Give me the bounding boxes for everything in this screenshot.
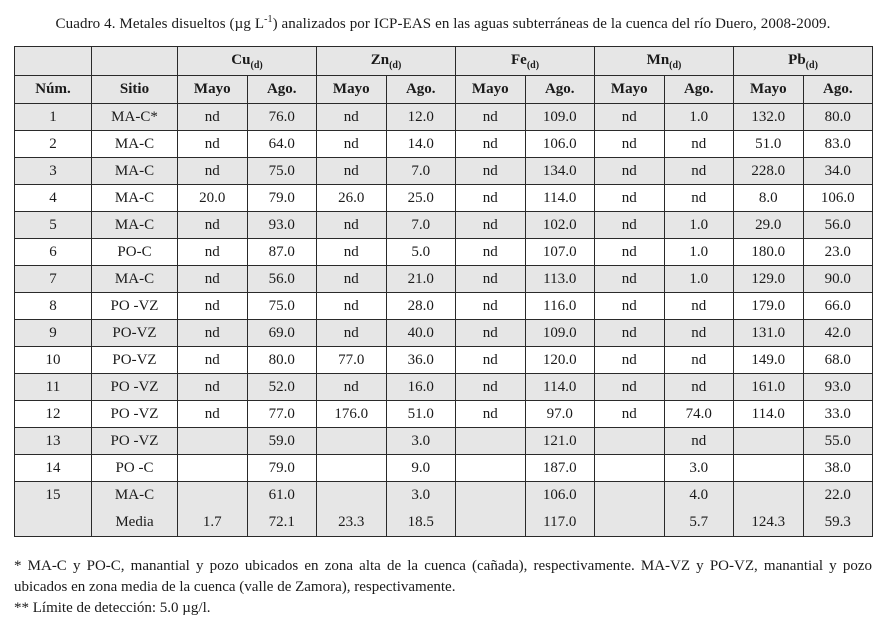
cell-value: nd xyxy=(595,347,665,374)
cell-value: nd xyxy=(317,374,387,401)
group-header-fe: $Fe_{(d)}$ xyxy=(456,47,595,76)
cell-value: 93.0 xyxy=(247,212,317,239)
cell-value xyxy=(525,482,595,537)
group-header-cu: $Cu_{(d)}$ xyxy=(178,47,317,76)
cell-num: 8 xyxy=(15,293,92,320)
cell-value: 90.0 xyxy=(803,266,873,293)
cell-value: nd xyxy=(595,374,665,401)
column-header-num: Núm. xyxy=(15,76,92,104)
cell-line-top: 4.0 xyxy=(689,487,709,503)
cell-value: 36.0 xyxy=(386,347,456,374)
cell-value: nd xyxy=(664,320,734,347)
cell-value: nd xyxy=(595,158,665,185)
cell-line-bottom: 117.0 xyxy=(543,514,577,530)
cell-num: 6 xyxy=(15,239,92,266)
cell-value: nd xyxy=(664,374,734,401)
cell-value: 9.0 xyxy=(386,455,456,482)
cell-line-top xyxy=(317,482,386,509)
cell-value xyxy=(803,482,873,537)
cell-value: nd xyxy=(178,266,248,293)
cell-value: 25.0 xyxy=(386,185,456,212)
table-row xyxy=(15,293,873,320)
table-row xyxy=(15,131,873,158)
table-row xyxy=(15,455,873,482)
cell-value: nd xyxy=(178,158,248,185)
cell-value: 5.0 xyxy=(386,239,456,266)
cell-sitio: PO -VZ xyxy=(92,401,178,428)
cell-value: nd xyxy=(456,320,526,347)
cell-line-top xyxy=(178,482,247,509)
cell-value: nd xyxy=(317,212,387,239)
cell-num: 13 xyxy=(15,428,92,455)
cell-value: 16.0 xyxy=(386,374,456,401)
cell-value: 161.0 xyxy=(734,374,804,401)
cell-value: 69.0 xyxy=(247,320,317,347)
column-header-zn-ago: Ago. xyxy=(386,76,456,104)
table-row xyxy=(15,185,873,212)
cell-value: nd xyxy=(664,428,734,455)
cell-line-top: 22.0 xyxy=(824,487,851,503)
cell-value: 129.0 xyxy=(734,266,804,293)
cell-value: nd xyxy=(595,266,665,293)
table-row xyxy=(15,401,873,428)
cell-value: nd xyxy=(456,293,526,320)
cell-value: 56.0 xyxy=(247,266,317,293)
column-header-mn-ago: Ago. xyxy=(664,76,734,104)
cell-value: 51.0 xyxy=(734,131,804,158)
cell-value: nd xyxy=(595,212,665,239)
cell-value: 42.0 xyxy=(803,320,873,347)
cell-value: 80.0 xyxy=(803,104,873,131)
cell-value: nd xyxy=(595,320,665,347)
cell-value: 14.0 xyxy=(386,131,456,158)
cell-value: 102.0 xyxy=(525,212,595,239)
header-sub-row xyxy=(15,76,873,104)
cell-value: 79.0 xyxy=(247,455,317,482)
cell-num: 9 xyxy=(15,320,92,347)
cell-value: 114.0 xyxy=(734,401,804,428)
cell-sitio: MA-C xyxy=(92,185,178,212)
cell-value: 21.0 xyxy=(386,266,456,293)
cell-value: nd xyxy=(456,212,526,239)
cell-value: nd xyxy=(178,239,248,266)
cell-line-bottom: 1.7 xyxy=(202,514,222,530)
cell-value: 114.0 xyxy=(525,374,595,401)
cell-num: 11 xyxy=(15,374,92,401)
cell-value xyxy=(247,482,317,537)
cell-value: 134.0 xyxy=(525,158,595,185)
cell-value: 51.0 xyxy=(386,401,456,428)
table-row xyxy=(15,347,873,374)
cell-value: 52.0 xyxy=(247,374,317,401)
cell-value: nd xyxy=(456,374,526,401)
cell-value: 7.0 xyxy=(386,212,456,239)
cell-value: nd xyxy=(595,401,665,428)
cell-value xyxy=(734,482,804,537)
cell-value xyxy=(595,428,665,455)
cell-value: nd xyxy=(456,347,526,374)
cell-sitio: MA-C xyxy=(92,131,178,158)
cell-value xyxy=(317,482,387,537)
cell-value: 93.0 xyxy=(803,374,873,401)
cell-value: 131.0 xyxy=(734,320,804,347)
cell-value: 149.0 xyxy=(734,347,804,374)
cell-value: nd xyxy=(178,401,248,428)
cell-value xyxy=(595,482,665,537)
column-header-cu-ago: Ago. xyxy=(247,76,317,104)
cell-value: 121.0 xyxy=(525,428,595,455)
cell-value: 120.0 xyxy=(525,347,595,374)
cell-sitio: PO-C xyxy=(92,239,178,266)
cell-value: nd xyxy=(178,104,248,131)
cell-value: nd xyxy=(456,104,526,131)
column-header-mn-mayo: Mayo xyxy=(595,76,665,104)
cell-value: 176.0 xyxy=(317,401,387,428)
cell-line-top xyxy=(456,482,525,509)
corner-cell-sitio xyxy=(92,47,178,76)
cell-line-bottom: 124.3 xyxy=(751,514,786,530)
cell-num: 4 xyxy=(15,185,92,212)
cell-value: 114.0 xyxy=(525,185,595,212)
cell-value: 1.0 xyxy=(664,212,734,239)
column-header-zn-mayo: Mayo xyxy=(317,76,387,104)
cell-line-top: 61.0 xyxy=(268,487,295,503)
cell-value xyxy=(595,455,665,482)
cell-value: 7.0 xyxy=(386,158,456,185)
cell-value: 87.0 xyxy=(247,239,317,266)
cell-value: 106.0 xyxy=(803,185,873,212)
cell-value: nd xyxy=(456,401,526,428)
cell-sitio xyxy=(92,482,178,537)
cell-line-bottom xyxy=(595,509,664,536)
group-header-pb: $Pb_{(d)}$ xyxy=(734,47,873,76)
cell-value: nd xyxy=(178,212,248,239)
column-header-pb-mayo: Mayo xyxy=(734,76,804,104)
cell-value: 55.0 xyxy=(803,428,873,455)
cell-value: nd xyxy=(664,158,734,185)
column-header-sitio: Sitio xyxy=(92,76,178,104)
cell-value: 1.0 xyxy=(664,104,734,131)
cell-value: 29.0 xyxy=(734,212,804,239)
cell-line-top: 15 xyxy=(45,487,61,503)
cell-value: nd xyxy=(178,293,248,320)
cell-value xyxy=(664,482,734,537)
table-row-media xyxy=(15,482,873,537)
caption-superscript: -1 xyxy=(264,14,273,25)
cell-value: 113.0 xyxy=(525,266,595,293)
cell-sitio: MA-C xyxy=(92,212,178,239)
cell-value: 34.0 xyxy=(803,158,873,185)
cell-value xyxy=(386,482,456,537)
cell-value: 107.0 xyxy=(525,239,595,266)
cell-sitio: MA-C xyxy=(92,158,178,185)
cell-value: nd xyxy=(595,293,665,320)
cell-value: 64.0 xyxy=(247,131,317,158)
table-row xyxy=(15,374,873,401)
cell-value: nd xyxy=(664,347,734,374)
cell-value: 75.0 xyxy=(247,158,317,185)
cell-value xyxy=(178,482,248,537)
cell-value: 179.0 xyxy=(734,293,804,320)
cell-value: 75.0 xyxy=(247,293,317,320)
cell-value: nd xyxy=(664,185,734,212)
cell-line-top: 106.0 xyxy=(542,487,577,503)
cell-value: 180.0 xyxy=(734,239,804,266)
table-row xyxy=(15,239,873,266)
cell-value: 23.0 xyxy=(803,239,873,266)
table-row xyxy=(15,428,873,455)
cell-value: nd xyxy=(317,266,387,293)
cell-value: nd xyxy=(317,293,387,320)
cell-value: nd xyxy=(664,293,734,320)
cell-value: 8.0 xyxy=(734,185,804,212)
cell-line-bottom: 72.1 xyxy=(268,514,295,530)
column-header-pb-ago: Ago. xyxy=(803,76,873,104)
cell-value: 12.0 xyxy=(386,104,456,131)
cell-value xyxy=(317,455,387,482)
cell-sitio: PO -VZ xyxy=(92,428,178,455)
cell-value: nd xyxy=(456,131,526,158)
cell-num: 2 xyxy=(15,131,92,158)
group-header-mn: $Mn_{(d)}$ xyxy=(595,47,734,76)
cell-value: nd xyxy=(317,131,387,158)
metals-table xyxy=(14,46,873,537)
table-header xyxy=(15,47,873,104)
cell-value xyxy=(734,455,804,482)
cell-line-bottom: 23.3 xyxy=(338,514,365,530)
table-body xyxy=(15,104,873,537)
group-header-zn: $Zn_{(d)}$ xyxy=(317,47,456,76)
cell-value: 3.0 xyxy=(664,455,734,482)
cell-line-top xyxy=(595,482,664,509)
cell-value: 80.0 xyxy=(247,347,317,374)
cell-value: nd xyxy=(595,239,665,266)
cell-value: nd xyxy=(456,185,526,212)
cell-value xyxy=(734,428,804,455)
cell-value: 59.0 xyxy=(247,428,317,455)
cell-sitio: MA-C* xyxy=(92,104,178,131)
cell-line-top: MA-C xyxy=(114,487,155,503)
footnotes xyxy=(14,556,872,619)
cell-value: nd xyxy=(178,131,248,158)
cell-value: 40.0 xyxy=(386,320,456,347)
cell-value: 79.0 xyxy=(247,185,317,212)
cell-num: 1 xyxy=(15,104,92,131)
cell-value: nd xyxy=(664,131,734,158)
cell-value: nd xyxy=(317,320,387,347)
cell-num: 3 xyxy=(15,158,92,185)
cell-value: 77.0 xyxy=(247,401,317,428)
cell-value xyxy=(456,482,526,537)
header-group-row xyxy=(15,47,873,76)
cell-sitio: MA-C xyxy=(92,266,178,293)
cell-value: 20.0 xyxy=(178,185,248,212)
cell-num: 14 xyxy=(15,455,92,482)
column-header-fe-mayo: Mayo xyxy=(456,76,526,104)
cell-value: 68.0 xyxy=(803,347,873,374)
cell-line-bottom: Media xyxy=(115,514,154,530)
caption-text-end: ) analizados por ICP-EAS en las aguas subterráneas de la cuenca del río Duero, 2008-2009. xyxy=(272,16,831,32)
cell-value xyxy=(456,428,526,455)
cell-sitio: PO-VZ xyxy=(92,320,178,347)
cell-value: nd xyxy=(317,158,387,185)
cell-value: 56.0 xyxy=(803,212,873,239)
cell-value: 74.0 xyxy=(664,401,734,428)
cell-value: nd xyxy=(456,239,526,266)
cell-line-top: 3.0 xyxy=(411,487,431,503)
cell-value: 77.0 xyxy=(317,347,387,374)
cell-line-top xyxy=(734,482,803,509)
cell-value: 106.0 xyxy=(525,131,595,158)
cell-value: nd xyxy=(178,374,248,401)
cell-value: 33.0 xyxy=(803,401,873,428)
table-row xyxy=(15,266,873,293)
cell-value: 3.0 xyxy=(386,428,456,455)
cell-value: 83.0 xyxy=(803,131,873,158)
cell-value: 109.0 xyxy=(525,320,595,347)
caption-text: Cuadro 4. Metales disueltos (µg L xyxy=(55,16,265,32)
cell-sitio: PO -VZ xyxy=(92,293,178,320)
table-row xyxy=(15,158,873,185)
cell-num: 5 xyxy=(15,212,92,239)
cell-value: nd xyxy=(178,347,248,374)
cell-value: 1.0 xyxy=(664,239,734,266)
table-row xyxy=(15,104,873,131)
cell-value: nd xyxy=(595,104,665,131)
cell-value: 187.0 xyxy=(525,455,595,482)
cell-value: 28.0 xyxy=(386,293,456,320)
cell-value xyxy=(317,428,387,455)
cell-value: 109.0 xyxy=(525,104,595,131)
table-row xyxy=(15,212,873,239)
cell-line-bottom: 5.7 xyxy=(689,514,709,530)
cell-value: nd xyxy=(317,239,387,266)
column-header-cu-mayo: Mayo xyxy=(178,76,248,104)
cell-value: 76.0 xyxy=(247,104,317,131)
cell-line-bottom xyxy=(15,509,91,536)
cell-value xyxy=(178,428,248,455)
footnote-sites: * MA-C y PO-C, manantial y pozo ubicados en zona alta de la cuenca (cañada), respectivamente. MA-VZ y PO-VZ, manantial y pozo ubicados en zona media de la cuenca (valle de Zamora), respectivamente. xyxy=(14,558,872,595)
cell-num: 10 xyxy=(15,347,92,374)
cell-value xyxy=(178,455,248,482)
cell-num: 7 xyxy=(15,266,92,293)
column-header-fe-ago: Ago. xyxy=(525,76,595,104)
corner-cell-num xyxy=(15,47,92,76)
cell-value: 228.0 xyxy=(734,158,804,185)
cell-value: 26.0 xyxy=(317,185,387,212)
cell-value: 116.0 xyxy=(525,293,595,320)
cell-value: nd xyxy=(456,158,526,185)
cell-num: 12 xyxy=(15,401,92,428)
table-caption xyxy=(0,0,886,33)
cell-sitio: PO -C xyxy=(92,455,178,482)
cell-value: nd xyxy=(317,104,387,131)
cell-value: 132.0 xyxy=(734,104,804,131)
cell-line-bottom xyxy=(456,509,525,536)
cell-value: 97.0 xyxy=(525,401,595,428)
cell-value: 66.0 xyxy=(803,293,873,320)
cell-value: nd xyxy=(595,131,665,158)
cell-value: 1.0 xyxy=(664,266,734,293)
cell-value: 38.0 xyxy=(803,455,873,482)
cell-line-bottom: 59.3 xyxy=(824,514,851,530)
cell-line-bottom: 18.5 xyxy=(407,514,434,530)
cell-sitio: PO -VZ xyxy=(92,374,178,401)
footnote-detection-limit: ** Límite de detección: 5.0 µg/l. xyxy=(14,600,211,616)
cell-value: nd xyxy=(595,185,665,212)
table-row xyxy=(15,320,873,347)
cell-sitio: PO-VZ xyxy=(92,347,178,374)
cell-value xyxy=(456,455,526,482)
cell-value: nd xyxy=(178,320,248,347)
cell-num xyxy=(15,482,92,537)
cell-value: nd xyxy=(456,266,526,293)
